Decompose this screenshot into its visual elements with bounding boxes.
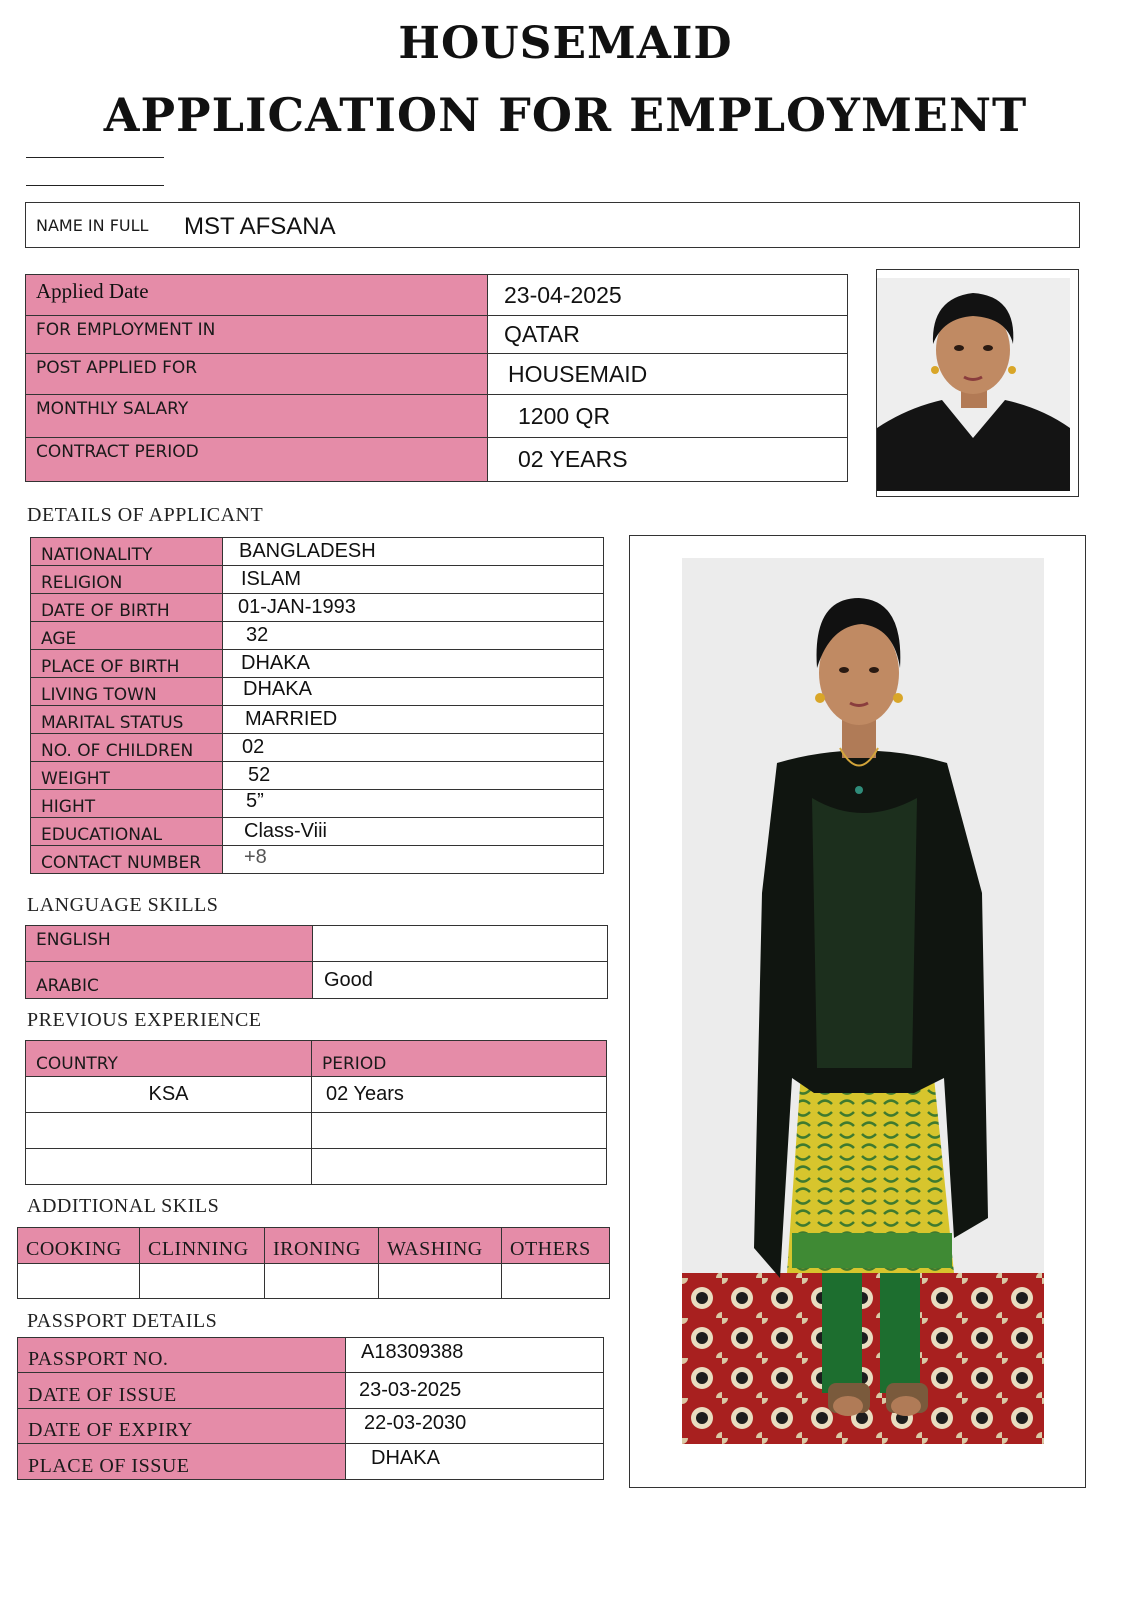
contract-period-value: 02 YEARS [488,438,848,482]
passport-heading: PASSPORT DETAILS [27,1310,218,1332]
application-table [25,274,848,482]
applied-date-value: 23-04-2025 [488,275,848,316]
rule-line [26,185,164,186]
issue-date-value: 23-03-2025 [346,1373,604,1409]
contact-label: CONTACT NUMBER [31,846,223,874]
full-length-photo-frame [629,535,1086,1488]
expiry-date-label: DATE OF EXPIRY [18,1409,346,1444]
skill-cell [140,1264,265,1299]
experience-heading: PREVIOUS EXPERIENCE [27,1009,262,1031]
table-row [26,1149,607,1185]
education-value: Class-Viii [223,818,604,846]
name-value: MST AFSANA [184,213,336,240]
issue-date-label: DATE OF ISSUE [18,1373,346,1409]
skill-cell [265,1264,379,1299]
experience-country: KSA [26,1077,312,1113]
religion-label: RELIGION [31,566,223,594]
language-table [25,925,608,999]
dob-label: DATE OF BIRTH [31,594,223,622]
post-applied-value: HOUSEMAID [488,354,848,395]
arabic-label: ARABIC [26,962,313,999]
language-heading: LANGUAGE SKILLS [27,894,219,916]
table-row [26,962,608,999]
form-title: HOUSEMAID [398,18,733,69]
skill-cooking: COOKING [18,1228,140,1264]
contact-value: +8 [223,846,604,874]
country-column-header: COUNTRY [26,1041,312,1077]
height-label: HIGHT [31,790,223,818]
place-of-issue-label: PLACE OF ISSUE [18,1444,346,1480]
living-town-label: LIVING TOWN [31,678,223,706]
marital-status-value: MARRIED [223,706,604,734]
table-row [26,316,848,354]
weight-value: 52 [223,762,604,790]
experience-country [26,1113,312,1149]
table-row [18,1373,604,1409]
table-header-row [26,1041,607,1077]
table-row [26,438,848,482]
employment-in-value: QATAR [488,316,848,354]
skills-table [17,1227,610,1299]
table-row [31,594,604,622]
place-of-issue-value: DHAKA [346,1444,604,1480]
period-column-header: PERIOD [312,1041,607,1077]
passport-no-label: PASSPORT NO. [18,1338,346,1373]
education-label: EDUCATIONAL [31,818,223,846]
table-header-row [18,1228,610,1264]
children-label: NO. OF CHILDREN [31,734,223,762]
details-heading: DETAILS OF APPLICANT [27,504,264,526]
passport-no-value: A18309388 [346,1338,604,1373]
table-row [26,1113,607,1149]
table-row [31,622,604,650]
table-row [18,1264,610,1299]
religion-value: ISLAM [223,566,604,594]
experience-period [312,1149,607,1185]
marital-status-label: MARITAL STATUS [31,706,223,734]
salary-label: MONTHLY SALARY [26,395,488,438]
skill-cell [379,1264,502,1299]
age-value: 32 [223,622,604,650]
applied-date-label: Applied Date [26,275,488,316]
experience-country [26,1149,312,1185]
table-row [31,846,604,874]
living-town-value: DHAKA [223,678,604,706]
skill-ironing: IRONING [265,1228,379,1264]
table-row [18,1444,604,1480]
table-row [26,926,608,962]
experience-period: 02 Years [312,1077,607,1113]
arabic-value: Good [313,962,608,999]
expiry-date-value: 22-03-2030 [346,1409,604,1444]
table-row [31,678,604,706]
name-row [25,202,1080,248]
experience-period [312,1113,607,1149]
passport-table [17,1337,604,1480]
table-row [31,706,604,734]
table-row [26,354,848,395]
english-value [313,926,608,962]
table-row [31,650,604,678]
height-value: 5” [223,790,604,818]
place-of-birth-label: PLACE OF BIRTH [31,650,223,678]
table-row [31,538,604,566]
table-row [31,790,604,818]
dob-value: 01-JAN-1993 [223,594,604,622]
nationality-label: NATIONALITY [31,538,223,566]
place-of-birth-value: DHAKA [223,650,604,678]
table-row [18,1409,604,1444]
table-row [31,566,604,594]
table-row [31,762,604,790]
salary-value: 1200 QR [488,395,848,438]
form-subtitle: APPLICATION FOR EMPLOYMENT [103,88,1028,142]
portrait-photo-frame [876,269,1079,497]
table-row [26,395,848,438]
english-label: ENGLISH [26,926,313,962]
table-row [26,1077,607,1113]
employment-in-label: FOR EMPLOYMENT IN [26,316,488,354]
table-row [31,734,604,762]
table-row [18,1338,604,1373]
details-table [30,537,604,874]
contract-period-label: CONTRACT PERIOD [26,438,488,482]
nationality-value: BANGLADESH [223,538,604,566]
age-label: AGE [31,622,223,650]
table-row [26,275,848,316]
post-applied-label: POST APPLIED FOR [26,354,488,395]
skill-others: OTHERS [502,1228,610,1264]
table-row [31,818,604,846]
skill-cleaning: CLINNING [140,1228,265,1264]
rule-line [26,157,164,158]
name-label: NAME IN FULL [36,216,149,235]
full-length-photo [682,558,1044,1444]
children-value: 02 [223,734,604,762]
skill-cell [502,1264,610,1299]
experience-table [25,1040,607,1185]
portrait-photo [877,278,1070,491]
skill-washing: WASHING [379,1228,502,1264]
skills-heading: ADDITIONAL SKILS [27,1195,220,1217]
skill-cell [18,1264,140,1299]
weight-label: WEIGHT [31,762,223,790]
